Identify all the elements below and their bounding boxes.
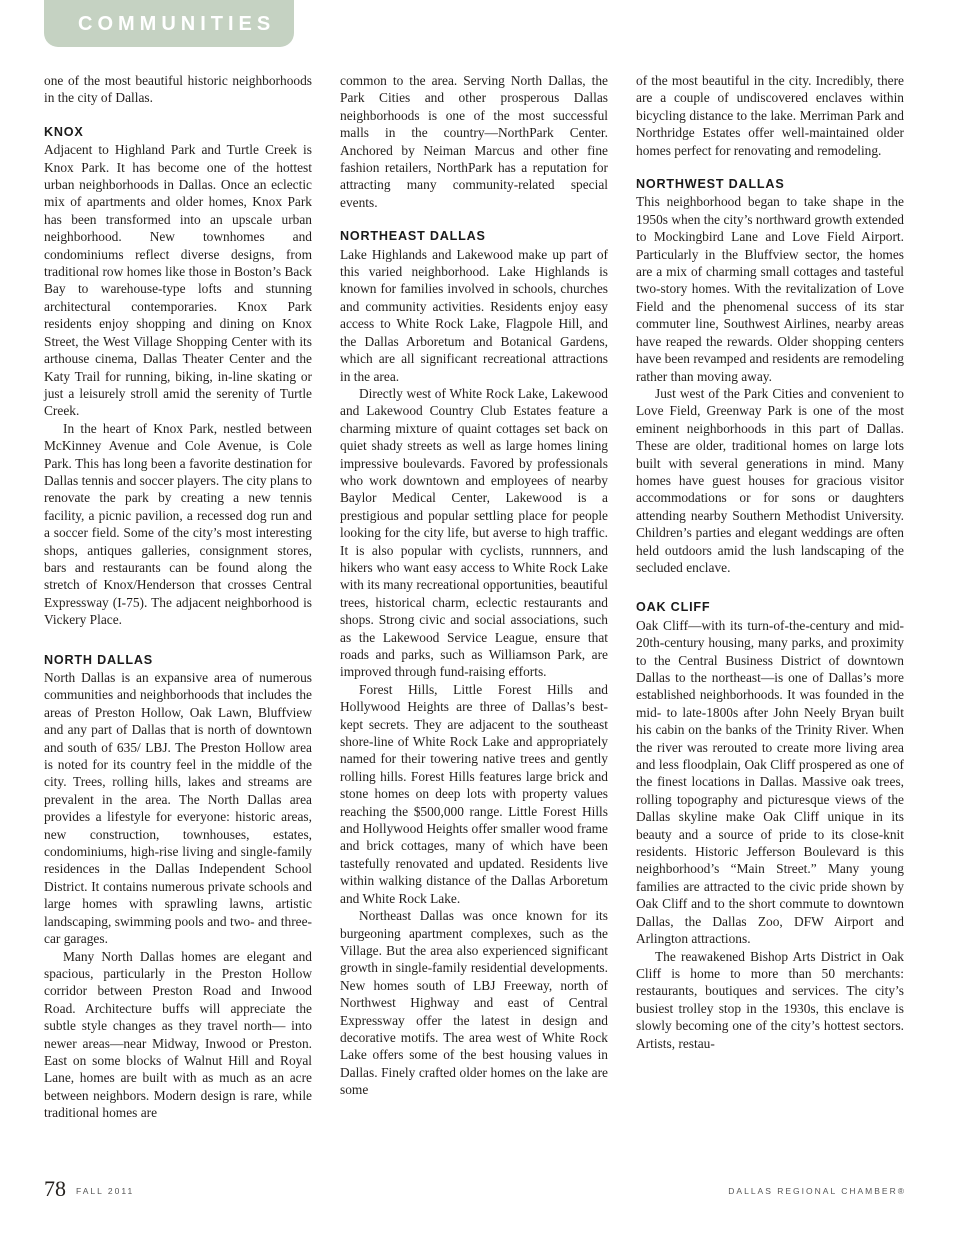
paragraph: Many North Dallas homes are elegant and spacious, particularly in the Preston Hollow corridor between Preston Road and Inwood Road. Architecture buffs will appreciate the subtle style changes as they travel north— into newer areas—near Midway, Inwood or Preston. East on some blocks of Walnut Hill and Royal Lane, homes are built with as much as an acre between neighbors. Modern design is rare, while traditional homes are — [44, 948, 312, 1121]
paragraph: In the heart of Knox Park, nestled between McKinney Avenue and Cole Avenue, is Cole Park. This has long been a favorite destination for Dallas tennis and soccer players. The city plans to renovate the park by creating a new tennis facility, a picnic pavilion, a recessed dog run and a soccer field. Some of the city’s most interesting shops, antiques galleries, consignment stores, bars and restaurants can be found along the stretch of Knox/Henderson that crosses Central Expressway (I-75). The adjacent neighborhood is Vickery Place. — [44, 420, 312, 628]
paragraph: Forest Hills, Little Forest Hills and Hollywood Heights are three of Dallas’s best-kept secrets. They are adjacent to the southeast shore-line of White Rock Lake and appropriately named for their towering native trees and gently rolling hills. Forest Hills features large brick and stone homes on deep lots with property values reaching the $500,000 range. Little Forest Hills and Hollywood Heights offer smaller wood frame and brick cottages, many of which have been tastefully renovated and updated. Residents live within walking distance of the Dallas Arboretum and White Rock Lake. — [340, 681, 608, 906]
paragraph: North Dallas is an expansive area of numerous communities and neighborhoods that includes the areas of Preston Hollow, Oak Lawn, Bluffview and any part of Dallas that is north of downtown and south of 635/ LBJ. The Preston Hollow area is noted for its country feel in the middle of the city. Trees, rolling hills, lakes and streams are prevalent in the area. The North Dallas area provides a lifestyle for everyone: historic areas, new construction, townhouses, estates, condominiums, high-rise living and single-family residences in the Dallas Independent School District. It contains numerous private schools and large homes with sprawling lawns, artistic landscaping, swimming pools and two- and three-car garages. — [44, 670, 312, 947]
issue-season: FALL 2011 — [76, 1186, 135, 1196]
paragraph: Northeast Dallas was once known for its burgeoning apartment complexes, such as the Village. But the area also experienced significant growth in single-family residential developments. New homes south of LBJ Freeway, north of Northwest Highway and east of Central Expressway offer the latest in design and decorative motifs. The area west of White Rock Lake offers some of the best housing values in Dallas. Finely crafted older homes on the lake are some — [340, 908, 608, 1098]
page-number: 78 — [44, 1176, 66, 1201]
section-heading-northwest-dallas: NORTHWEST DALLAS — [636, 177, 785, 192]
text-column-2 — [340, 72, 608, 1099]
section-tab-label: COMMUNITIES — [78, 13, 276, 35]
paragraph: Lake Highlands and Lakewood make up part of this varied neighborhood. Lake Highlands is known for families involved in schools, churches and community activities. Residents enjoy easy access to White Rock Lake, Flagpole Hill, and the Dallas Arboretum and Botanical Gardens, which are all significant recreational attractions in the area. — [340, 246, 608, 384]
paragraph: Oak Cliff—with its turn-of-the-century and mid-20th-century housing, many parks, and proximity to the Central Business District of downtown Dallas to the northeast—is one of Dallas’s more established neighborhoods. It was founded in the mid- to late-1800s after John Neely Bryan built his cabin on the banks of the Trinity River. When the river was rerouted to create more living area and less floodplain, Oak Cliff prospered as one of the finest locations in Dallas. Massive oak trees, rolling topography and picturesque views of the Dallas skyline make Oak Cliff unique in its beauty and a source of pride to its close-knit residents. Historic Jefferson Boulevard is this neighborhood’s “Main Street.” Many young families are attracted to the civic pride shown by Oak Cliff and to the short commute to downtown Dallas, the Dallas Zoo, DFW Airport and Arlington attractions. — [636, 617, 904, 947]
section-heading-knox: KNOX — [44, 124, 84, 139]
text-column-1 — [44, 72, 312, 1122]
section-heading-north-dallas: NORTH DALLAS — [44, 652, 153, 667]
paragraph: Just west of the Park Cities and convenient to Love Field, Greenway Park is one of the most eminent neighborhoods in this part of Dallas. These are older, traditional homes on large lots built with several generations in mind. Many homes have guest houses for gracious visitor accommodations or for sons or daughters attending nearby Southern Methodist University. Children’s parties and elegant weddings are often held outdoors amid the lush landscaping of the secluded enclave. — [636, 385, 904, 575]
paragraph: common to the area. Serving North Dallas, the Park Cities and other prosperous Dallas neighborhoods is one of the most successful malls in the country—NorthPark Center. Anchored by Neiman Marcus and other fine fashion retailers, NorthPark has a reputation for attracting many community-related special events. — [340, 73, 608, 210]
publication-name: DALLAS REGIONAL CHAMBER® — [728, 1186, 906, 1196]
paragraph: The reawakened Bishop Arts District in Oak Cliff is home to more than 50 merchants: restaurants, boutiques and services. The city’s busiest trolley stop in the 1930s, this enclave is slowly becoming one of the city’s hottest sectors. Artists, restau- — [636, 948, 904, 1051]
paragraph: Adjacent to Highland Park and Turtle Creek is Knox Park. It has become one of the hottest urban neighborhoods in Dallas. Once an eclectic mix of apartments and older homes, Knox Park has been transformed into an upscale urban neighborhood. New townhomes and condominiums reflect diverse designs, from traditional row homes like those in Boston’s Back Bay to warehouse-type lofts and stunning architectural contemporaries. Knox Park residents enjoy shopping and dining on Knox Street, the West Village Shopping Center with its arthouse cinema, Dallas Theater Center and the Katy Trail for running, biking, in-line skating or just a leisurely stroll amid the serenity of Turtle Creek. — [44, 142, 312, 419]
section-heading-northeast-dallas: NORTHEAST DALLAS — [340, 229, 486, 244]
section-tab — [44, 0, 294, 47]
paragraph: one of the most beautiful historic neighborhoods in the city of Dallas. — [44, 73, 312, 106]
section-heading-oak-cliff: OAK CLIFF — [636, 600, 711, 615]
text-column-3 — [636, 72, 904, 1052]
paragraph: This neighborhood began to take shape in the 1950s when the city’s northward growth extended to Mockingbird Lane and Love Field Airport. Particularly in the Bluffview sector, the homes are a mix of charming small cottages and tasteful two-story homes. With the revitalization of Love Field and the phenomenal success of its star commuter line, Southwest Airlines, nearby areas have reaped the rewards. Older shopping centers have been revamped and residents are remodeling rather than moving away. — [636, 194, 904, 384]
paragraph: of the most beautiful in the city. Incredibly, there are a couple of undiscovered enclaves within bicycling distance to the lake. Merriman Park and Northridge Estates offer well-maintained older homes perfect for renovating and remodeling. — [636, 73, 904, 158]
paragraph: Directly west of White Rock Lake, Lakewood and Lakewood Country Club Estates feature a charming mixture of quaint cottages set back on quiet shady streets as well as large homes lining impressive boulevards. Favored by professionals who work downtown and employees of nearby Baylor Medical Center, Lakewood is a prestigious and popular settling place for people looking for the city life, but averse to high traffic. It is also popular with cyclists, runnners, and hikers who want easy access to White Rock Lake with its many recreational opportunities, beautiful trees, historical charm, eclectic restaurants and shops. Strong civic and social associations, such as the Lakewood Service League, ensure that roads and parks, such as Williamson Park, are improved through fund-raising efforts. — [340, 385, 608, 680]
